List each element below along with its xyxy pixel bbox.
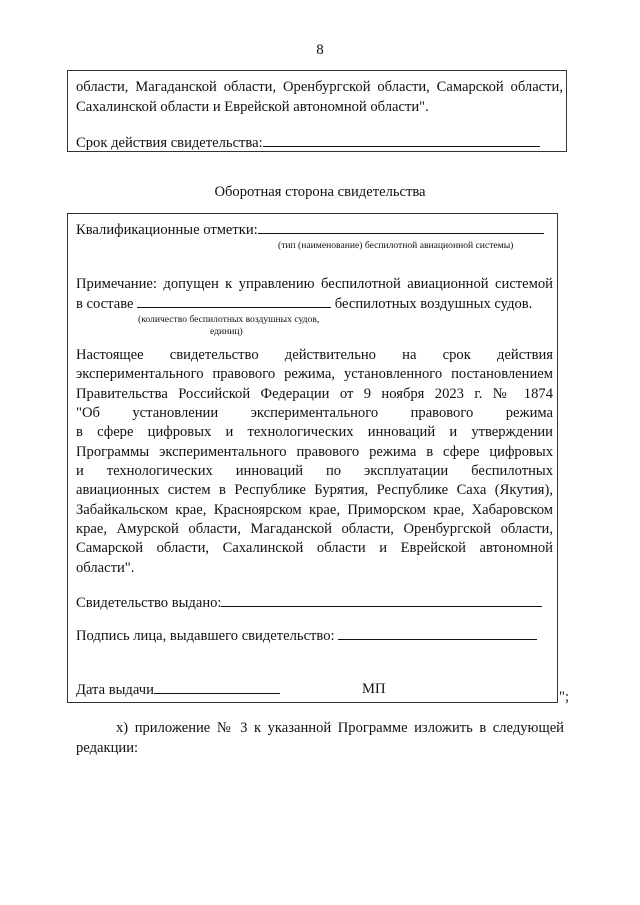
validity-blank-line: [263, 134, 540, 147]
date-row: [76, 681, 280, 699]
qualification-row: [76, 221, 544, 239]
paragraph-line: Самарской области, Сахалинской области и Еврейской автономной: [76, 540, 553, 556]
top-box-line-2: Сахалинской области и Еврейской автономной области".: [76, 99, 429, 115]
date-label: Дата выдачи: [76, 682, 154, 698]
footer-line-2: редакции:: [76, 740, 139, 756]
validity-row: [76, 134, 540, 152]
paragraph-line: авиационных систем в Республике Бурятия, Республике Саха (Якутия),: [76, 482, 553, 498]
signature-blank-line: [338, 627, 537, 640]
note-prefix: в составе: [76, 296, 134, 312]
signature-row: [76, 627, 537, 645]
paragraph-line: Настоящее свидетельство действительно на срок действия: [76, 347, 553, 363]
qualification-hint: (тип (наименование) беспилотной авиационной системы): [278, 240, 514, 251]
note-line-1: Примечание: допущен к управлению беспилотной авиационной системой: [76, 276, 553, 292]
closing-quote: ";: [559, 689, 570, 705]
date-blank-line: [154, 681, 280, 694]
top-box-line-1: области, Магаданской области, Оренбургской области, Самарской области,: [76, 79, 563, 95]
paragraph-line: в сфере цифровых и технологических инноваций и утверждении: [76, 424, 553, 440]
paragraph-line: Забайкальском крае, Красноярском крае, Приморском крае, Хабаровском: [76, 502, 553, 518]
paragraph-line: крае, Амурской области, Магаданской области, Оренбургской области,: [76, 521, 553, 537]
count-hint-line-2: единиц): [210, 326, 243, 337]
signature-label: Подпись лица, выдавшего свидетельство:: [76, 628, 335, 644]
qualification-label: Квалификационные отметки:: [76, 222, 258, 238]
paragraph-line: Правительства Российской Федерации от 9 ноября 2023 г. № 1874: [76, 386, 553, 402]
count-hint-line-1: (количество беспилотных воздушных судов,: [138, 314, 320, 325]
paragraph-line: экспериментального правового режима, установленного постановлением: [76, 366, 553, 382]
reverse-side-heading: Оборотная сторона свидетельства: [214, 184, 426, 200]
paragraph-last-line: области".: [76, 560, 135, 576]
paragraph-line: Программы экспериментального правового режима в сфере цифровых: [76, 444, 553, 460]
paragraph-line: и технологических инноваций по эксплуатации беспилотных: [76, 463, 553, 479]
note-suffix: беспилотных воздушных судов.: [334, 296, 533, 312]
issued-label: Свидетельство выдано:: [76, 595, 222, 611]
aircraft-count-blank-line: [137, 295, 331, 308]
footer-line-1: х) приложение № 3 к указанной Программе изложить в следующей: [116, 720, 564, 736]
issued-row: [76, 594, 542, 612]
paragraph-line: "Об установлении экспериментального правового режима: [76, 405, 553, 421]
validity-label: Срок действия свидетельства:: [76, 135, 263, 151]
page-number: 8: [316, 42, 324, 58]
note-line-2: [76, 295, 532, 313]
issued-blank-line: [221, 594, 542, 607]
stamp-label: МП: [362, 681, 386, 697]
qualification-blank-line: [258, 221, 544, 234]
